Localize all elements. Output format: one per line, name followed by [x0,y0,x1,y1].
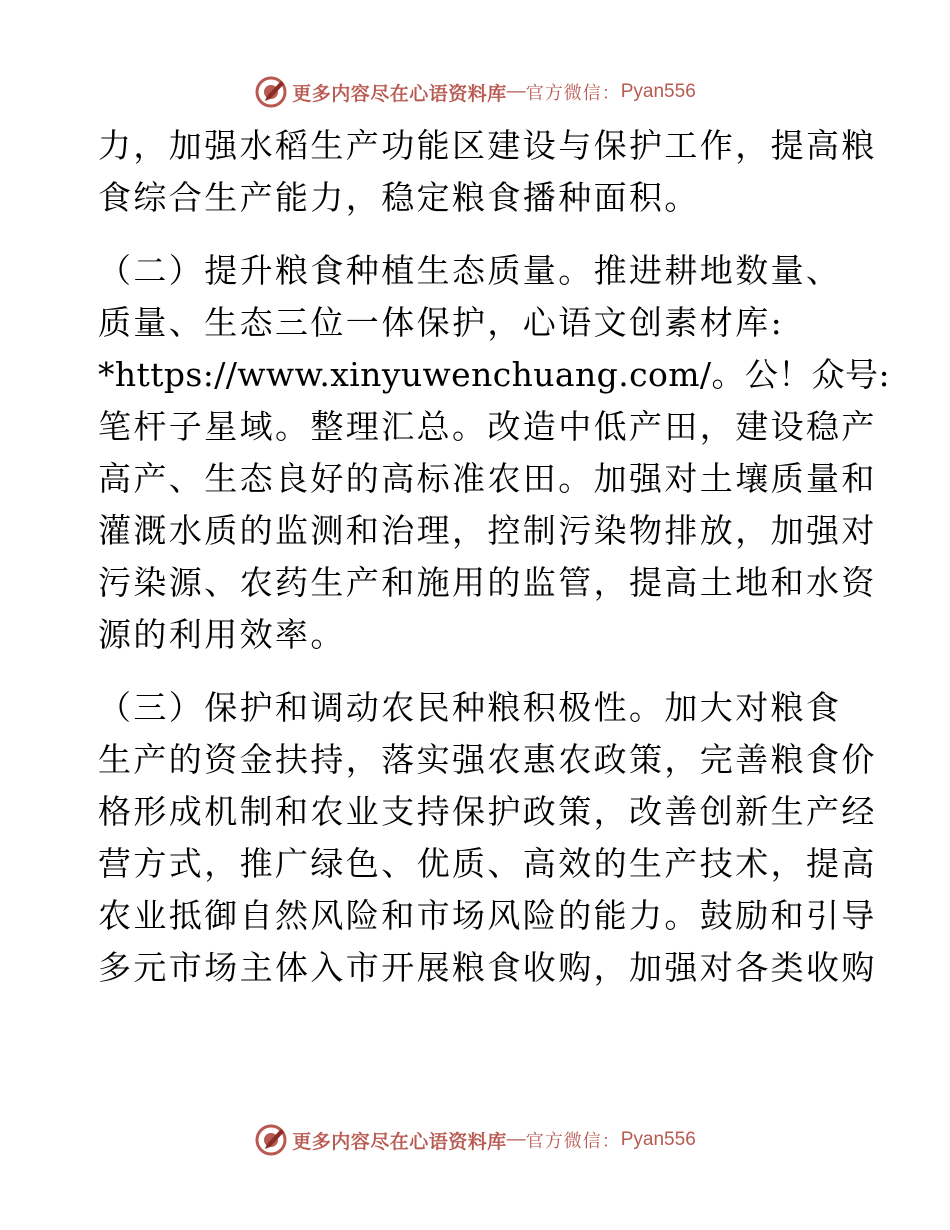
watermark-dash: — [506,81,526,102]
pen-logo-icon [254,1123,288,1157]
watermark-wechat-label: 官方微信： [525,83,621,104]
pen-logo-icon [254,75,288,109]
text-line: 污染源、农药生产和施用的监管，提高土地和水资 [98,563,877,602]
watermark-wechat-id: Pyan556 [620,1129,696,1150]
text-line: 营方式，推广绿色、优质、高效的生产技术，提高 [98,844,877,883]
text-line: 生产的资金扶持，落实强农惠农政策，完善粮食价 [98,740,877,779]
watermark-text: 更多内容尽在心语资料库 [292,1130,507,1153]
text-line: 源的利用效率。 [98,615,346,654]
text-line: 农业抵御自然风险和市场风险的能力。鼓励和引导 [98,896,877,935]
text-line: 格形成机制和农业支持保护政策，改善创新生产经 [98,792,877,831]
header-watermark-banner [0,72,950,112]
url-text-line: *https://www.xinyuwenchuang.com/。公！众号: [98,355,890,394]
section-heading-line: （三）保护和调动农民种粮积极性。加大对粮食 [98,688,842,727]
text-line: 高产、生态良好的高标准农田。加强对土壤质量和 [98,459,877,498]
watermark-text: 更多内容尽在心语资料库 [292,82,507,105]
text-line: 质量、生态三位一体保护，心语文创素材库: [98,303,785,342]
paragraph-continuation [98,120,877,224]
document-body [98,120,890,994]
text-line: 灌溉水质的监测和治理，控制污染物排放，加强对 [98,511,877,550]
paragraph-section-2 [98,245,890,661]
paragraph-section-3 [98,682,877,994]
text-line: 多元市场主体入市开展粮食收购，加强对各类收购 [98,948,877,987]
watermark-wechat-label: 官方微信： [525,1131,621,1152]
section-heading-line: （二）提升粮食种植生态质量。推进耕地数量、 [98,251,842,290]
watermark-wechat-id: Pyan556 [620,81,696,102]
text-line: 力，加强水稻生产功能区建设与保护工作，提高粮 [98,126,877,165]
watermark-dash: — [506,1129,526,1150]
footer-watermark-banner [0,1120,950,1160]
text-line: 笔杆子星域。整理汇总。改造中低产田，建设稳产 [98,407,877,446]
text-line: 食综合生产能力，稳定粮食播种面积。 [98,178,700,217]
